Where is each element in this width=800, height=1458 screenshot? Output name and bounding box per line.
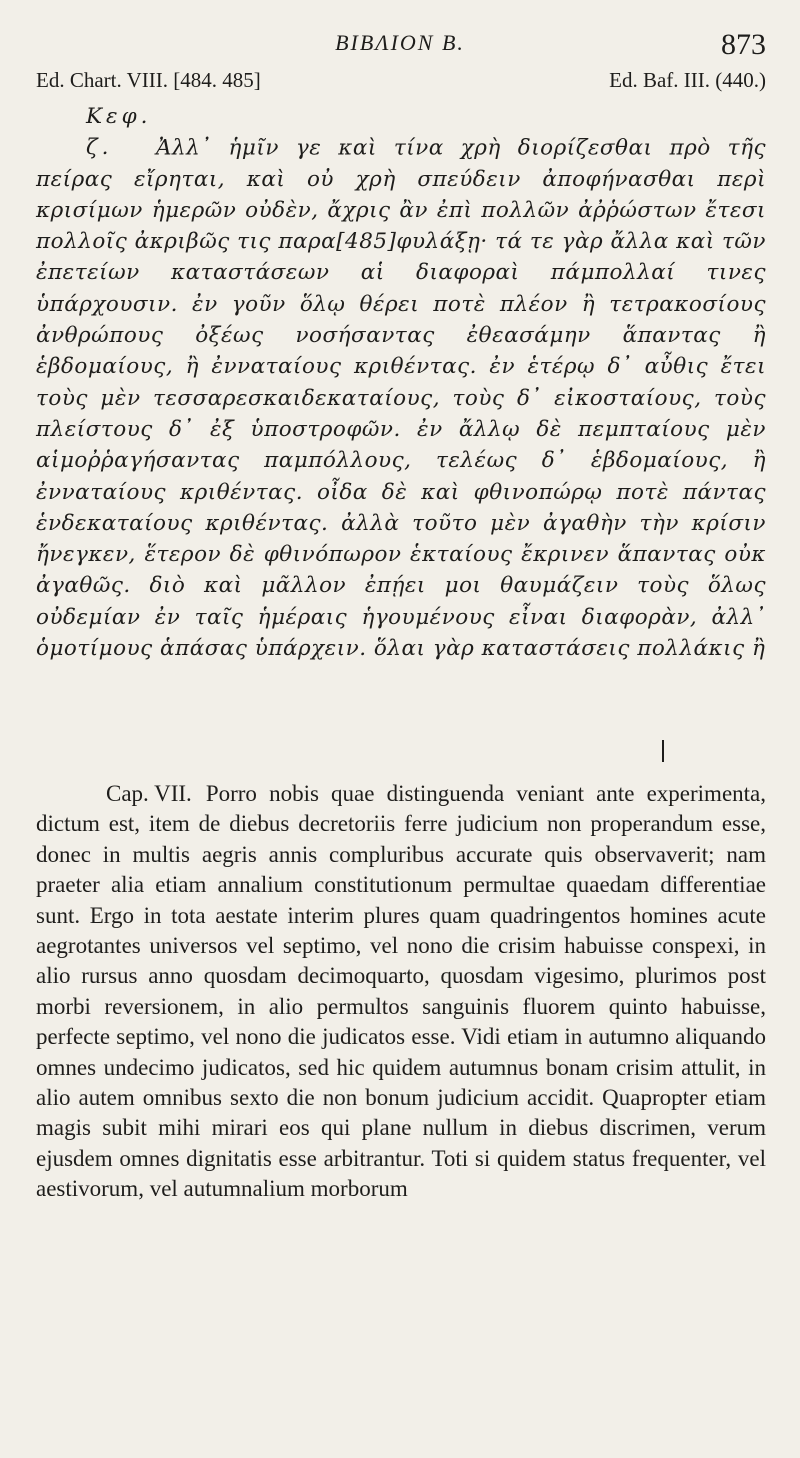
- greek-chapter-label: Κεφ. ζ.: [86, 104, 152, 161]
- latin-paragraph: Porro nobis quae distinguenda veniant ante experimenta, dictum est, item de diebus decretoriis ferre judicium non properandum esse, donec in multis aegris annis compluribus accurate quis observaverit; nam praeter alia etiam annalium constitutionum permultae quaedam differentiae sunt. Ergo in tota aestate interim plures quam quadringentos homines acute aegrotantes universos vel septimo, vel nono die crisim habuisse conspexi, in alio rursus anno quosdam decimoquarto, quosdam vigesimo, plurimos post morbi reversionem, in alio permultos sanguinis fluorem quinto habuisse, perfecte septimo, vel nono die judicatos esse. Vidi etiam in autumno aliquando omnes undecimo judicatos, sed hic quidem autumnus bonam crisim attulit, in alio autem omnibus sexto die non bonum judicium accidit. Quapropter etiam magis subit mihi mirari eos qui plane nullum in diebus discrimen, verum ejusdem omnes dignitatis esse arbitrantur. Toti si quidem status frequenter, vel aestivorum, vel autumnalium morborum: [36, 781, 766, 1202]
- latin-chapter-label: Cap. VII.: [106, 781, 192, 806]
- running-title: BIBΛΙΟΝ Β.: [335, 30, 465, 55]
- greek-paragraph: Ἀλλ᾽ ἡμῖν γε καὶ τίνα χρὴ διορίζεσθαι πρὸ τῆς πείρας εἴρηται, καὶ οὐ χρὴ σπεύδειν ἀποφήνασθαι περὶ κρισίμων ἡμερῶν οὐδὲν, ἄχρις ἂν ἐπὶ πολλῶν ἀῤῥώστων ἔτεσι πολλοῖς ἀκριβῶς τις παρα[485]φυλάξῃ· τά τε γὰρ ἄλλα καὶ τῶν ἐπετείων καταστάσεων αἱ διαφοραὶ πάμπολλαί τινες ὑπάρχουσιν. ἐν γοῦν ὅλῳ θέρει ποτὲ πλέον ἢ τετρακοσίους ἀνθρώπους ὀξέως νοσήσαντας ἐθεασάμην ἅπαντας ἢ ἑβδομαίους, ἢ ἐνναταίους κριθέντας. ἐν ἑτέρῳ δ᾽ αὖθις ἔτει τοὺς μὲν τεσσαρεσκαιδεκαταίους, τοὺς δ᾽ εἰκοσταίους, τοὺς πλείστους δ᾽ ἐξ ὑποστροφῶν. ἐν ἄλλῳ δὲ πεμπταίους μὲν αἱμοῤῥαγήσαντας παμπόλλους, τελέως δ᾽ ἑβδομαίους, ἢ ἐνναταίους κριθέντας. οἶδα δὲ καὶ φθινοπώρῳ ποτὲ πάντας ἑνδεκαταίους κριθέντας. ἀλλὰ τοῦτο μὲν ἀγαθὴν τὴν κρίσιν ἤνεγκεν, ἕτερον δὲ φθινόπωρον ἑκταίους ἔκρινεν ἅπαντας οὐκ ἀγαθῶς. διὸ καὶ μᾶλλον ἐπῄει μοι θαυμάζειν τοὺς ὅλως οὐδεμίαν ἐν ταῖς ἡμέραις ἡγουμένους εἶναι διαφορὰν, ἀλλ᾽ ὁμοτίμους ἁπάσας ὑπάρχειν. ὅλαι γὰρ καταστάσεις πολλάκις ἢ: [36, 135, 766, 662]
- edition-reference-right: Ed. Baf. III. (440.): [609, 68, 766, 92]
- page-number: 873: [721, 28, 766, 61]
- latin-text-block: [36, 779, 766, 1205]
- edition-reference-left: Ed. Chart. VIII. [484. 485]: [36, 68, 261, 92]
- margin-mark: [662, 740, 664, 762]
- greek-text-block: [36, 101, 766, 664]
